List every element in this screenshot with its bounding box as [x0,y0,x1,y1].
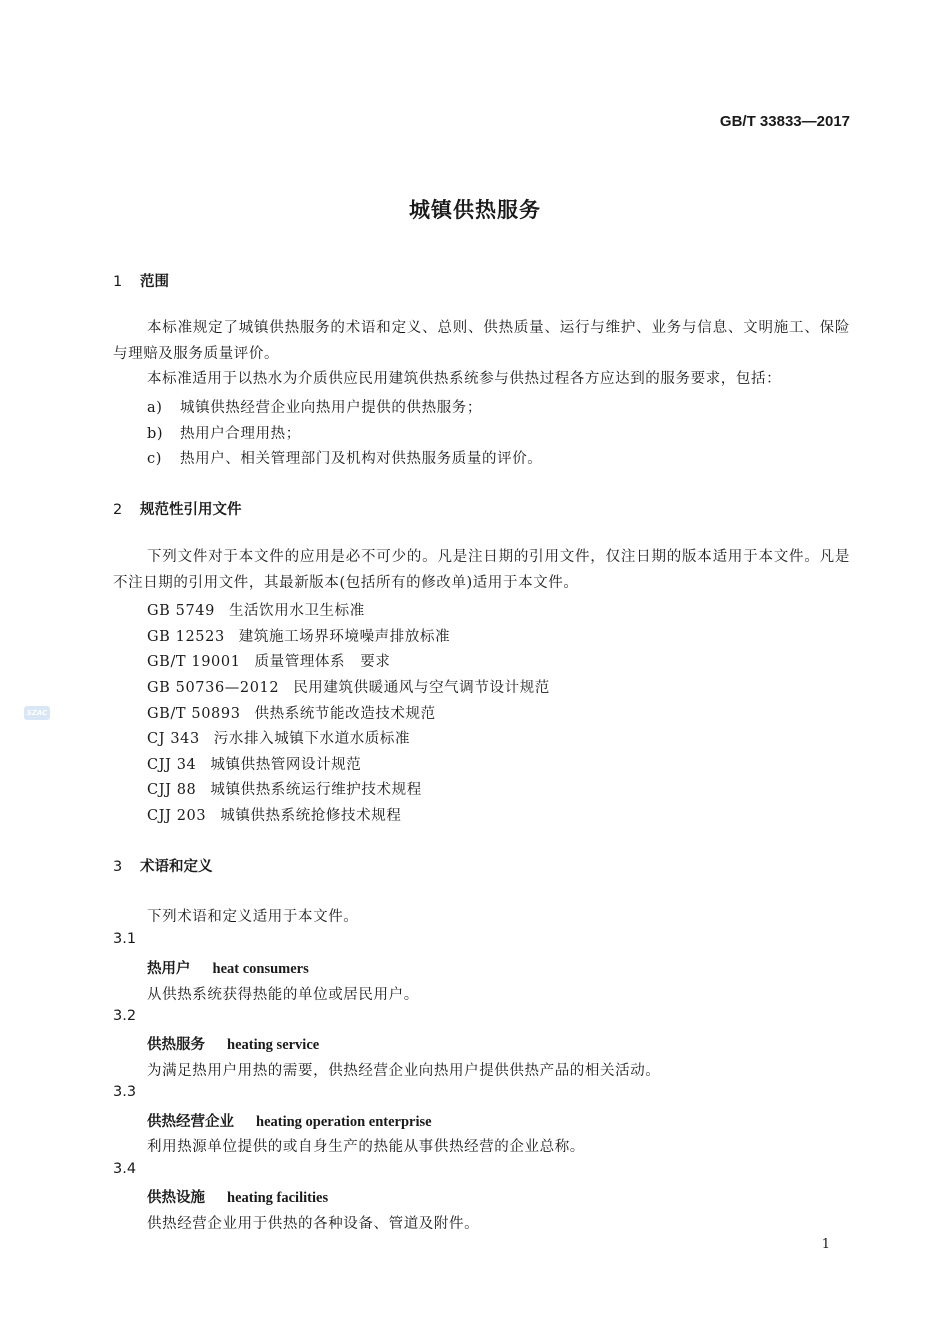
list-text: 热用户合理用热； [180,426,301,442]
clause-number: 3.4 [113,1161,137,1177]
reference-code: GB/T 19001 [147,654,241,670]
reference-code: CJ 343 [147,731,200,747]
term-heading [147,1110,432,1131]
list-label: c) [147,451,162,467]
clause-number: 3.2 [113,1008,137,1024]
reference-name: 建筑施工场界环境噪声排放标准 [238,629,451,645]
reference-code: GB 50736—2012 [147,680,280,696]
section-number: 2 [113,502,123,518]
reference-item [147,702,436,723]
document-title: 城镇供热服务 [409,198,541,222]
reference-code: GB/T 50893 [147,706,241,722]
section-3-heading [113,855,213,876]
reference-name: 质量管理体系 要求 [254,654,391,670]
reference-name: 城镇供热系统抢修技术规程 [220,808,402,824]
watermark-logo: SZAC [24,706,50,720]
section-2-paragraph-1: 下列文件对于本文件的应用是必不可少的。凡是注日期的引用文件，仅注日期的版本适用于本文件。凡是不注日期的引用文件，其最新版本(包括所有的修改单)适用于本文件。 [113,549,850,591]
reference-item [147,727,410,748]
term-en: heating facilities [227,1190,329,1206]
reference-name: 城镇供热管网设计规范 [210,757,362,773]
list-label: a) [147,400,163,416]
list-item [147,396,482,417]
section-3-intro: 下列术语和定义适用于本文件。 [147,909,359,925]
section-title: 范围 [140,274,169,290]
term-en: heat consumers [212,961,309,977]
term-zh: 供热经营企业 [147,1114,234,1130]
reference-code: CJJ 88 [147,782,197,798]
term-heading [147,1033,319,1054]
section-1-heading [113,270,169,291]
section-1-paragraph-1: 本标准规定了城镇供热服务的术语和定义、总则、供热质量、运行与维护、业务与信息、文明施工、保险与理赔及服务质量评价。 [113,320,850,362]
section-number: 3 [113,859,123,875]
reference-name: 供热系统节能改造技术规范 [254,706,436,722]
term-en: heating service [227,1037,320,1053]
reference-item [147,676,550,697]
standard-code: GB/T 33833—2017 [719,113,850,130]
reference-code: GB 12523 [147,629,225,645]
section-1-paragraph-2: 本标准适用于以热水为介质供应民用建筑供热系统参与供热过程各方应达到的服务要求，包括： [147,371,782,387]
list-item [147,422,301,443]
term-zh: 供热设施 [147,1190,205,1206]
reference-item [147,753,361,774]
clause-number: 3.3 [113,1084,137,1100]
list-text: 热用户、相关管理部门及机构对供热服务质量的评价。 [180,451,543,467]
list-label: b) [147,426,164,442]
list-text: 城镇供热经营企业向热用户提供的供热服务； [180,400,482,416]
term-definition: 供热经营企业用于供热的各种设备、管道及附件。 [147,1216,480,1232]
term-definition: 为满足热用户用热的需要，供热经营企业向热用户提供供热产品的相关活动。 [147,1063,661,1079]
term-en: heating operation enterprise [256,1114,432,1130]
term-heading [147,957,309,978]
term-definition: 从供热系统获得热能的单位或居民用户。 [147,987,419,1003]
reference-name: 城镇供热系统运行维护技术规程 [210,782,422,798]
reference-item [147,599,365,620]
clause-number: 3.1 [113,931,137,947]
reference-item [147,650,390,671]
section-number: 1 [113,274,123,290]
reference-item [147,804,401,825]
term-heading [147,1186,328,1207]
reference-code: GB 5749 [147,603,215,619]
list-item [147,447,542,468]
reference-name: 污水排入城镇下水道水质标准 [213,731,411,747]
page-number: 1 [821,1237,830,1252]
section-title: 规范性引用文件 [140,502,242,518]
reference-item [147,778,422,799]
reference-code: CJJ 34 [147,757,197,773]
section-title: 术语和定义 [140,859,213,875]
reference-name: 生活饮用水卫生标准 [228,603,365,619]
reference-name: 民用建筑供暖通风与空气调节设计规范 [293,680,550,696]
term-zh: 供热服务 [147,1037,205,1053]
term-zh: 热用户 [147,961,191,977]
reference-code: CJJ 203 [147,808,207,824]
section-2-heading [113,498,242,519]
reference-item [147,625,450,646]
term-definition: 利用热源单位提供的或自身生产的热能从事供热经营的企业总称。 [147,1139,585,1155]
